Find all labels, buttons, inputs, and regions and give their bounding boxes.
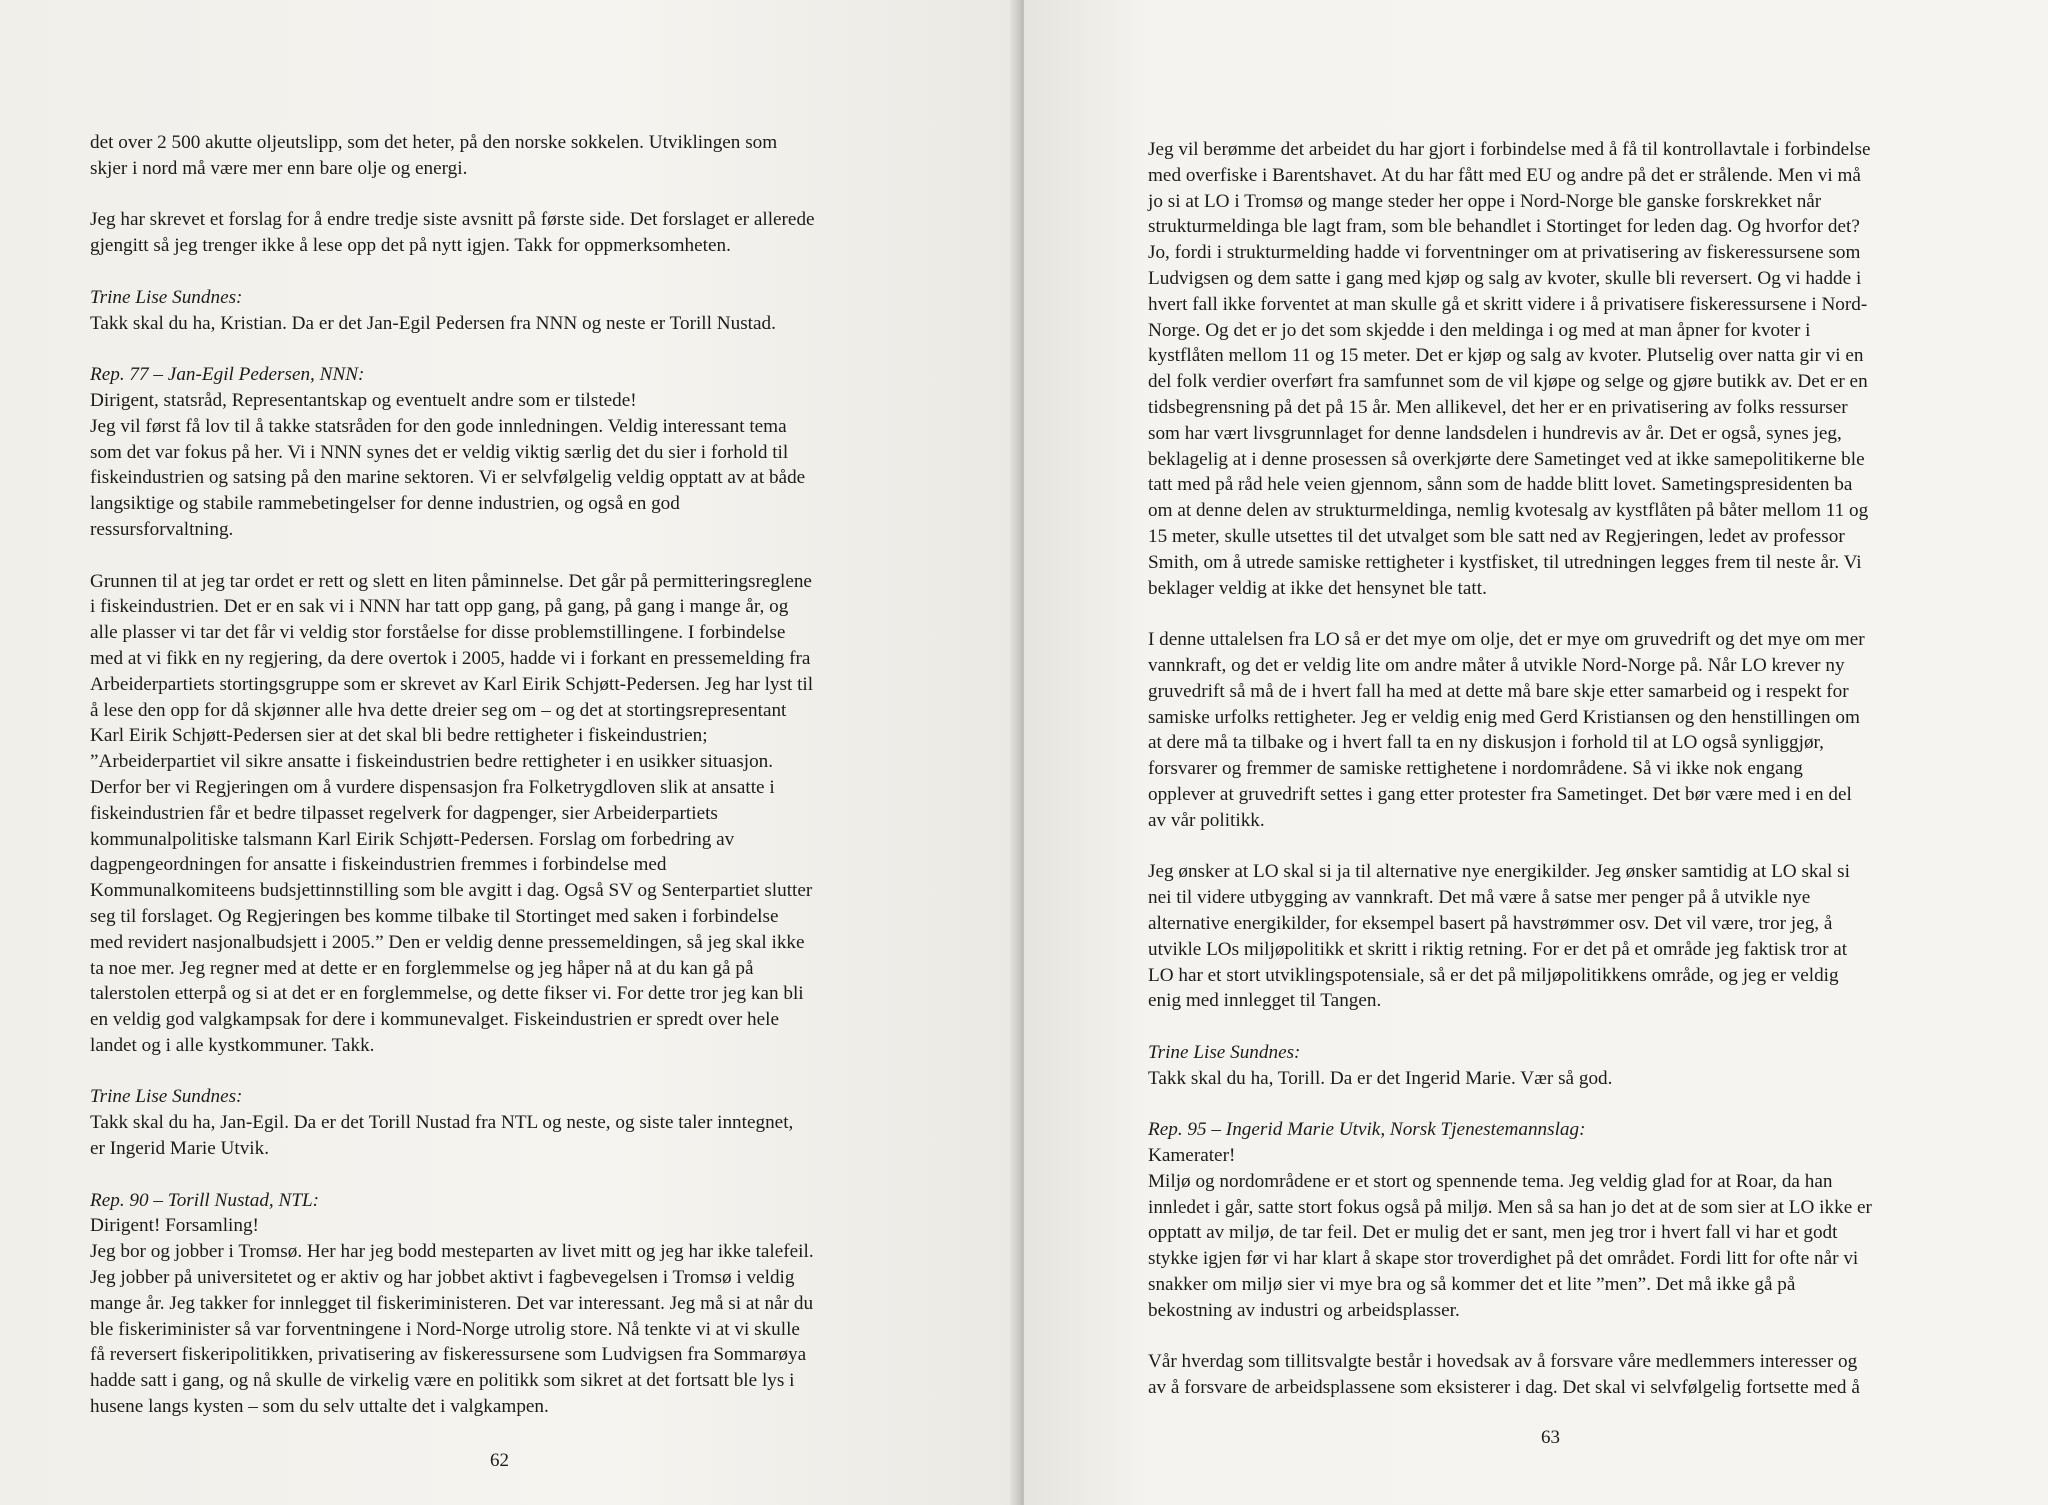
text-line: opptatt av miljø, de tar feil. Det er mulig det er sant, men jeg tror i hvert fall vi har et godt — [1148, 1222, 1838, 1244]
text-line: er Ingerid Marie Utvik. — [90, 1138, 270, 1160]
text-line: vannkraft, og det er veldig lite om andre måter å utvikle Nord-Norge på. Når LO krever ny — [1148, 654, 1845, 676]
text-line: hadde satt i gang, og nå skulle de virkelig være en politikk som sikret at det fortsatt ble lys i — [90, 1370, 795, 1392]
text-line: dagpengeordningen for ansatte i fiskeindustrien fremmes i forbindelse med — [90, 854, 667, 876]
text-line: Jo, fordi i strukturmelding hadde vi forventninger om at privatisering av fiskeressursene som — [1148, 242, 1861, 264]
text-line: hvert fall ikke forventet at man skulle gå et skritt videre i å privatisere fiskeressursene i Nord- — [1148, 293, 1868, 315]
text-line: Grunnen til at jeg tar ordet er rett og slett en liten påminnelse. Det går på permitteringsreglene — [90, 570, 812, 592]
text-line: Norge. Og det er jo det som skjedde i den meldinga i og med at man åpner for kvoter i — [1148, 319, 1811, 341]
paragraph-gap — [1148, 1324, 1978, 1350]
text-line: en veldig god valgkampsak for dere i kommunevalget. Fiskeindustrien er spredt over hele — [90, 1009, 779, 1031]
speaker-label: Rep. 77 – Jan-Egil Pedersen, NNN: — [90, 364, 365, 386]
paragraph-gap — [1148, 1014, 1978, 1040]
paragraph-gap — [1148, 601, 1978, 627]
text-line: stykke igjen før vi har klart å skape stor troverdighet på det området. Fordi litt for ofte når vi — [1148, 1248, 1859, 1270]
text-line: med at vi fikk en ny regjering, da dere overtok i 2005, hadde vi i forkant en pressemelding fra — [90, 647, 811, 669]
text-line: Karl Eirik Schjøtt-Pedersen sier at det skal bli bedre rettigheter i fiskeindustrien; — [90, 725, 708, 747]
text-line: gjengitt så jeg trenger ikke å lese opp det på nytt igjen. Takk for oppmerksomheten. — [90, 235, 731, 257]
text-line: Takk skal du ha, Torill. Da er det Ingerid Marie. Vær så god. — [1148, 1067, 1613, 1089]
text-line: seg til forslaget. Og Regjeringen bes komme tilbake til Stortinget med saken i forbindelse — [90, 905, 779, 927]
paragraph-gap — [1148, 834, 1978, 860]
text-line: Arbeiderpartiets stortingsgruppe som er skrevet av Karl Eirik Schjøtt-Pedersen. Jeg har lyst til — [90, 673, 814, 695]
text-line: beklager veldig at ikke det hensynet ble tatt. — [1148, 577, 1487, 599]
text-line: få reversert fiskeripolitikken, privatisering av fiskeressursene som Ludvigsen fra Sommarøya — [90, 1344, 807, 1366]
paragraph-gap — [90, 182, 920, 208]
right-page-number: 63 — [1541, 1427, 1560, 1448]
text-line: Kamerater! — [1148, 1145, 1236, 1167]
text-line: med overfiske i Barentshavet. At du har fått med EU og andre på det er strålende. Men vi må — [1148, 164, 1861, 186]
text-line: innledet i går, satte stort fokus også på miljø. Men så sa han jo det at de som sier at LO ikke er — [1148, 1196, 1872, 1218]
text-line: ble fiskeriminister så var forventningene i Nord-Norge utrolig store. Nå tenkte vi at vi skulle — [90, 1318, 800, 1340]
text-line: Derfor ber vi Regjeringen om å vurdere dispensasjon fra Folketrygdloven slik at ansatte i — [90, 776, 775, 798]
text-line: ressursforvaltning. — [90, 518, 234, 540]
text-line: skjer i nord må være mer enn bare olje og energi. — [90, 157, 468, 179]
text-line: Jeg har skrevet et forslag for å endre tredje siste avsnitt på første side. Det forslaget er allerede — [90, 209, 815, 231]
text-line: Ludvigsen og dem satte i gang med kjøp og salg av kvoter, skulle bli reversert. Og vi hadde i — [1148, 267, 1862, 289]
speaker-label: Rep. 95 – Ingerid Marie Utvik, Norsk Tjenestemannslag: — [1148, 1119, 1586, 1141]
speaker-label: Trine Lise Sundnes: — [1148, 1041, 1301, 1063]
text-line: strukturmeldinga ble lagt fram, som ble behandlet i Stortinget for leden dag. Og hvorfor det? — [1148, 216, 1860, 238]
text-line: Smith, om å utrede samiske rettigheter i kystfisket, til utredningen legges frem til neste år. Vi — [1148, 551, 1862, 573]
text-line: fiskeindustrien får et bedre tilpasset regelverk for dagpenger, sier Arbeiderpartiets — [90, 802, 718, 824]
text-line: mange år. Jeg takker for innlegget til fiskeriministeren. Det var interessant. Jeg må si at når du — [90, 1292, 814, 1314]
text-line: Dirigent, statsråd, Representantskap og eventuelt andre som er tilstede! — [90, 389, 637, 411]
text-line: ”Arbeiderpartiet vil sikre ansatte i fiskeindustrien bedre rettigheter i en usikker situasjon. — [90, 751, 774, 773]
text-line: kommunalpolitiske talsmann Karl Eirik Schjøtt-Pedersen. Forslag om forbedring av — [90, 828, 735, 850]
text-line: Kommunalkomiteens budsjettinnstilling som ble avgitt i dag. Også SV og Senterpartiet slutter — [90, 880, 813, 902]
text-line: langsiktige og stabile rammebetingelser for denne industrien, og også en god — [90, 493, 680, 515]
text-line: Jeg vil berømme det arbeidet du har gjort i forbindelse med å få til kontrollavtale i forbindelse — [1148, 139, 1871, 160]
text-line: tatt med på råd hele veien gjennom, sånn som de hadde blitt lovet. Sametingspresidenten ba — [1148, 474, 1853, 496]
text-line: Miljø og nordområdene er et stort og spennende tema. Jeg veldig glad for at Roar, da han — [1148, 1170, 1833, 1192]
paragraph-gap — [90, 543, 920, 569]
text-line: å lese den opp for då skjønner alle hva dette dreier seg om – og det at stortingsrepresentant — [90, 699, 787, 721]
speaker-label: Rep. 90 – Torill Nustad, NTL: — [90, 1189, 320, 1211]
text-line: Dirigent! Forsamling! — [90, 1215, 259, 1237]
text-line: kystflåten mellom 11 og 15 meter. Det er kjøp og salg av kvoter. Plutselig over natta gir vi en — [1148, 345, 1864, 367]
text-line: Takk skal du ha, Jan-Egil. Da er det Torill Nustad fra NTL og neste, og siste taler inntegnet, — [90, 1112, 794, 1134]
text-line: opplever at gruvedrift settes i gang etter protester fra Sametinget. Det bør være med i en del — [1148, 783, 1852, 805]
text-line: Jeg jobber på universitetet og er aktiv og har jobbet aktivt i fagbevegelsen i Tromsø i veldig — [90, 1267, 795, 1289]
left-page-number: 62 — [490, 1450, 509, 1471]
text-line: Jeg ønsker at LO skal si ja til alternative nye energikilder. Jeg ønsker samtidig at LO skal si — [1148, 861, 1850, 883]
text-line: gruvedrift så må de i hvert fall ha med at dette må bare skje etter samarbeid og i respekt for — [1148, 680, 1849, 702]
text-line: bekostning av industri og arbeidsplasser. — [1148, 1299, 1460, 1321]
text-line: Jeg bor og jobber i Tromsø. Her har jeg bodd mesteparten av livet mitt og jeg har ikke talefeil. — [90, 1241, 814, 1263]
text-line: Takk skal du ha, Kristian. Da er det Jan-Egil Pedersen fra NNN og neste er Torill Nustad. — [90, 312, 776, 334]
text-line: Jeg vil først få lov til å takke statsråden for den gode innledningen. Veldig interessant tema — [90, 415, 787, 437]
text-line: ta noe mer. Jeg regner med at dette er en forglemmelse og jeg håper nå at du kan gå på — [90, 957, 754, 979]
text-line: alternative energikilder, for eksempel basert på havstrømmer osv. Det vil være, tror jeg, å — [1148, 912, 1833, 934]
paragraph-gap — [90, 336, 920, 362]
text-line: at dere må ta tilbake og i hvert fall ta en ny diskusjon i forhold til at LO også synliggjør, — [1148, 732, 1824, 754]
text-line: i fiskeindustrien. Det er en sak vi i NNN har tatt opp gang, på gang, på gang i mange år, og — [90, 596, 789, 618]
text-line: snakker om miljø sier vi mye bra og så kommer det et lite ”men”. Det må ikke gå på — [1148, 1274, 1796, 1296]
speaker-label: Trine Lise Sundnes: — [90, 286, 243, 308]
paragraph-gap — [90, 1059, 920, 1085]
text-line: alle plasser vi tar det får vi veldig stor forståelse for disse problemstillingene. I forbindelse — [90, 622, 786, 644]
text-line: jo si at LO i Tromsø og mange steder her oppe i Nord-Norge ble ganske forskrekket når — [1148, 190, 1822, 212]
text-line: som det var fokus på her. Vi i NNN synes det er veldig viktig særlig det du sier i forhold til — [90, 441, 789, 463]
text-line: med revidert nasjonalbudsjett i 2005.” Den er veldig denne pressemeldingen, så jeg skal ikke — [90, 931, 805, 953]
text-line: forsvarer og fremmer de samiske rettighetene i nordområdene. Så vi ikke nok engang — [1148, 758, 1803, 780]
text-line: I denne uttalelsen fra LO så er det mye om olje, det er mye om gruvedrift og det mye om mer — [1148, 629, 1865, 651]
text-line: det over 2 500 akutte oljeutslipp, som det heter, på den norske sokkelen. Utviklingen som — [90, 132, 778, 153]
left-page-text — [90, 130, 920, 1420]
text-line: 15 meter, skulle utsettes til det utvalget som ble satt ned av Regjeringen, ledet av professor — [1148, 525, 1845, 547]
paragraph-gap — [1148, 1091, 1978, 1117]
text-line: av å forsvare de arbeidsplassene som eksisterer i dag. Det skal vi selvfølgelig fortsette med å — [1148, 1377, 1860, 1399]
paragraph-gap — [90, 259, 920, 285]
text-line: utvikle LOs miljøpolitikk et skritt i riktig retning. For er det på et område jeg faktisk tror at — [1148, 938, 1848, 960]
text-line: talerstolen etterpå og si at det er en forglemmelse, og dette fikser vi. For dette tror jeg kan bli — [90, 983, 804, 1005]
text-line: landet og i alle kystkommuner. Takk. — [90, 1034, 375, 1056]
text-line: husene langs kysten – som du selv uttalte det i valgkampen. — [90, 1396, 549, 1418]
text-line: av vår politikk. — [1148, 809, 1265, 831]
right-page — [1024, 0, 2048, 1505]
speaker-label: Trine Lise Sundnes: — [90, 1086, 243, 1108]
text-line: beklagelig at i denne prosessen så overkjørte dere Sametinget ved at ikke samepolitikerne ble — [1148, 448, 1865, 470]
text-line: enig med innlegget til Tangen. — [1148, 990, 1382, 1012]
left-page — [0, 0, 1016, 1505]
text-line: samiske urfolks rettigheter. Jeg er veldig enig med Gerd Kristiansen og den henstillingen om — [1148, 706, 1860, 728]
text-line: som har vært livsgrunnlaget for denne landsdelen i hundrevis av år. Det er også, synes jeg, — [1148, 422, 1842, 444]
text-line: Vår hverdag som tillitsvalgte består i hovedsak av å forsvare våre medlemmers interesser og — [1148, 1351, 1858, 1373]
text-line: nei til videre utbygging av vannkraft. Det må være å satse mer penger på å utvikle nye — [1148, 887, 1811, 909]
text-line: tidsbegrensning på det på 15 år. Men allikevel, det her er en privatisering av folks ressurser — [1148, 396, 1848, 418]
right-page-text — [1148, 137, 1978, 1401]
text-line: LO har et stort utviklingspotensiale, så er det på miljøpolitikkens område, og jeg er veldig — [1148, 964, 1839, 986]
text-line: del folk verdier overført fra samfunnet som de vil kjøpe og selge og gjøre butikk av. Det er en — [1148, 371, 1868, 393]
paragraph-gap — [90, 1162, 920, 1188]
text-line: om at denne delen av strukturmeldinga, nemlig kvotesalg av kystflåten på båter mellom 11 og — [1148, 500, 1869, 522]
text-line: fiskeindustrien og satsing på den marine sektoren. Vi er selvfølgelig veldig opptatt av at både — [90, 467, 806, 489]
